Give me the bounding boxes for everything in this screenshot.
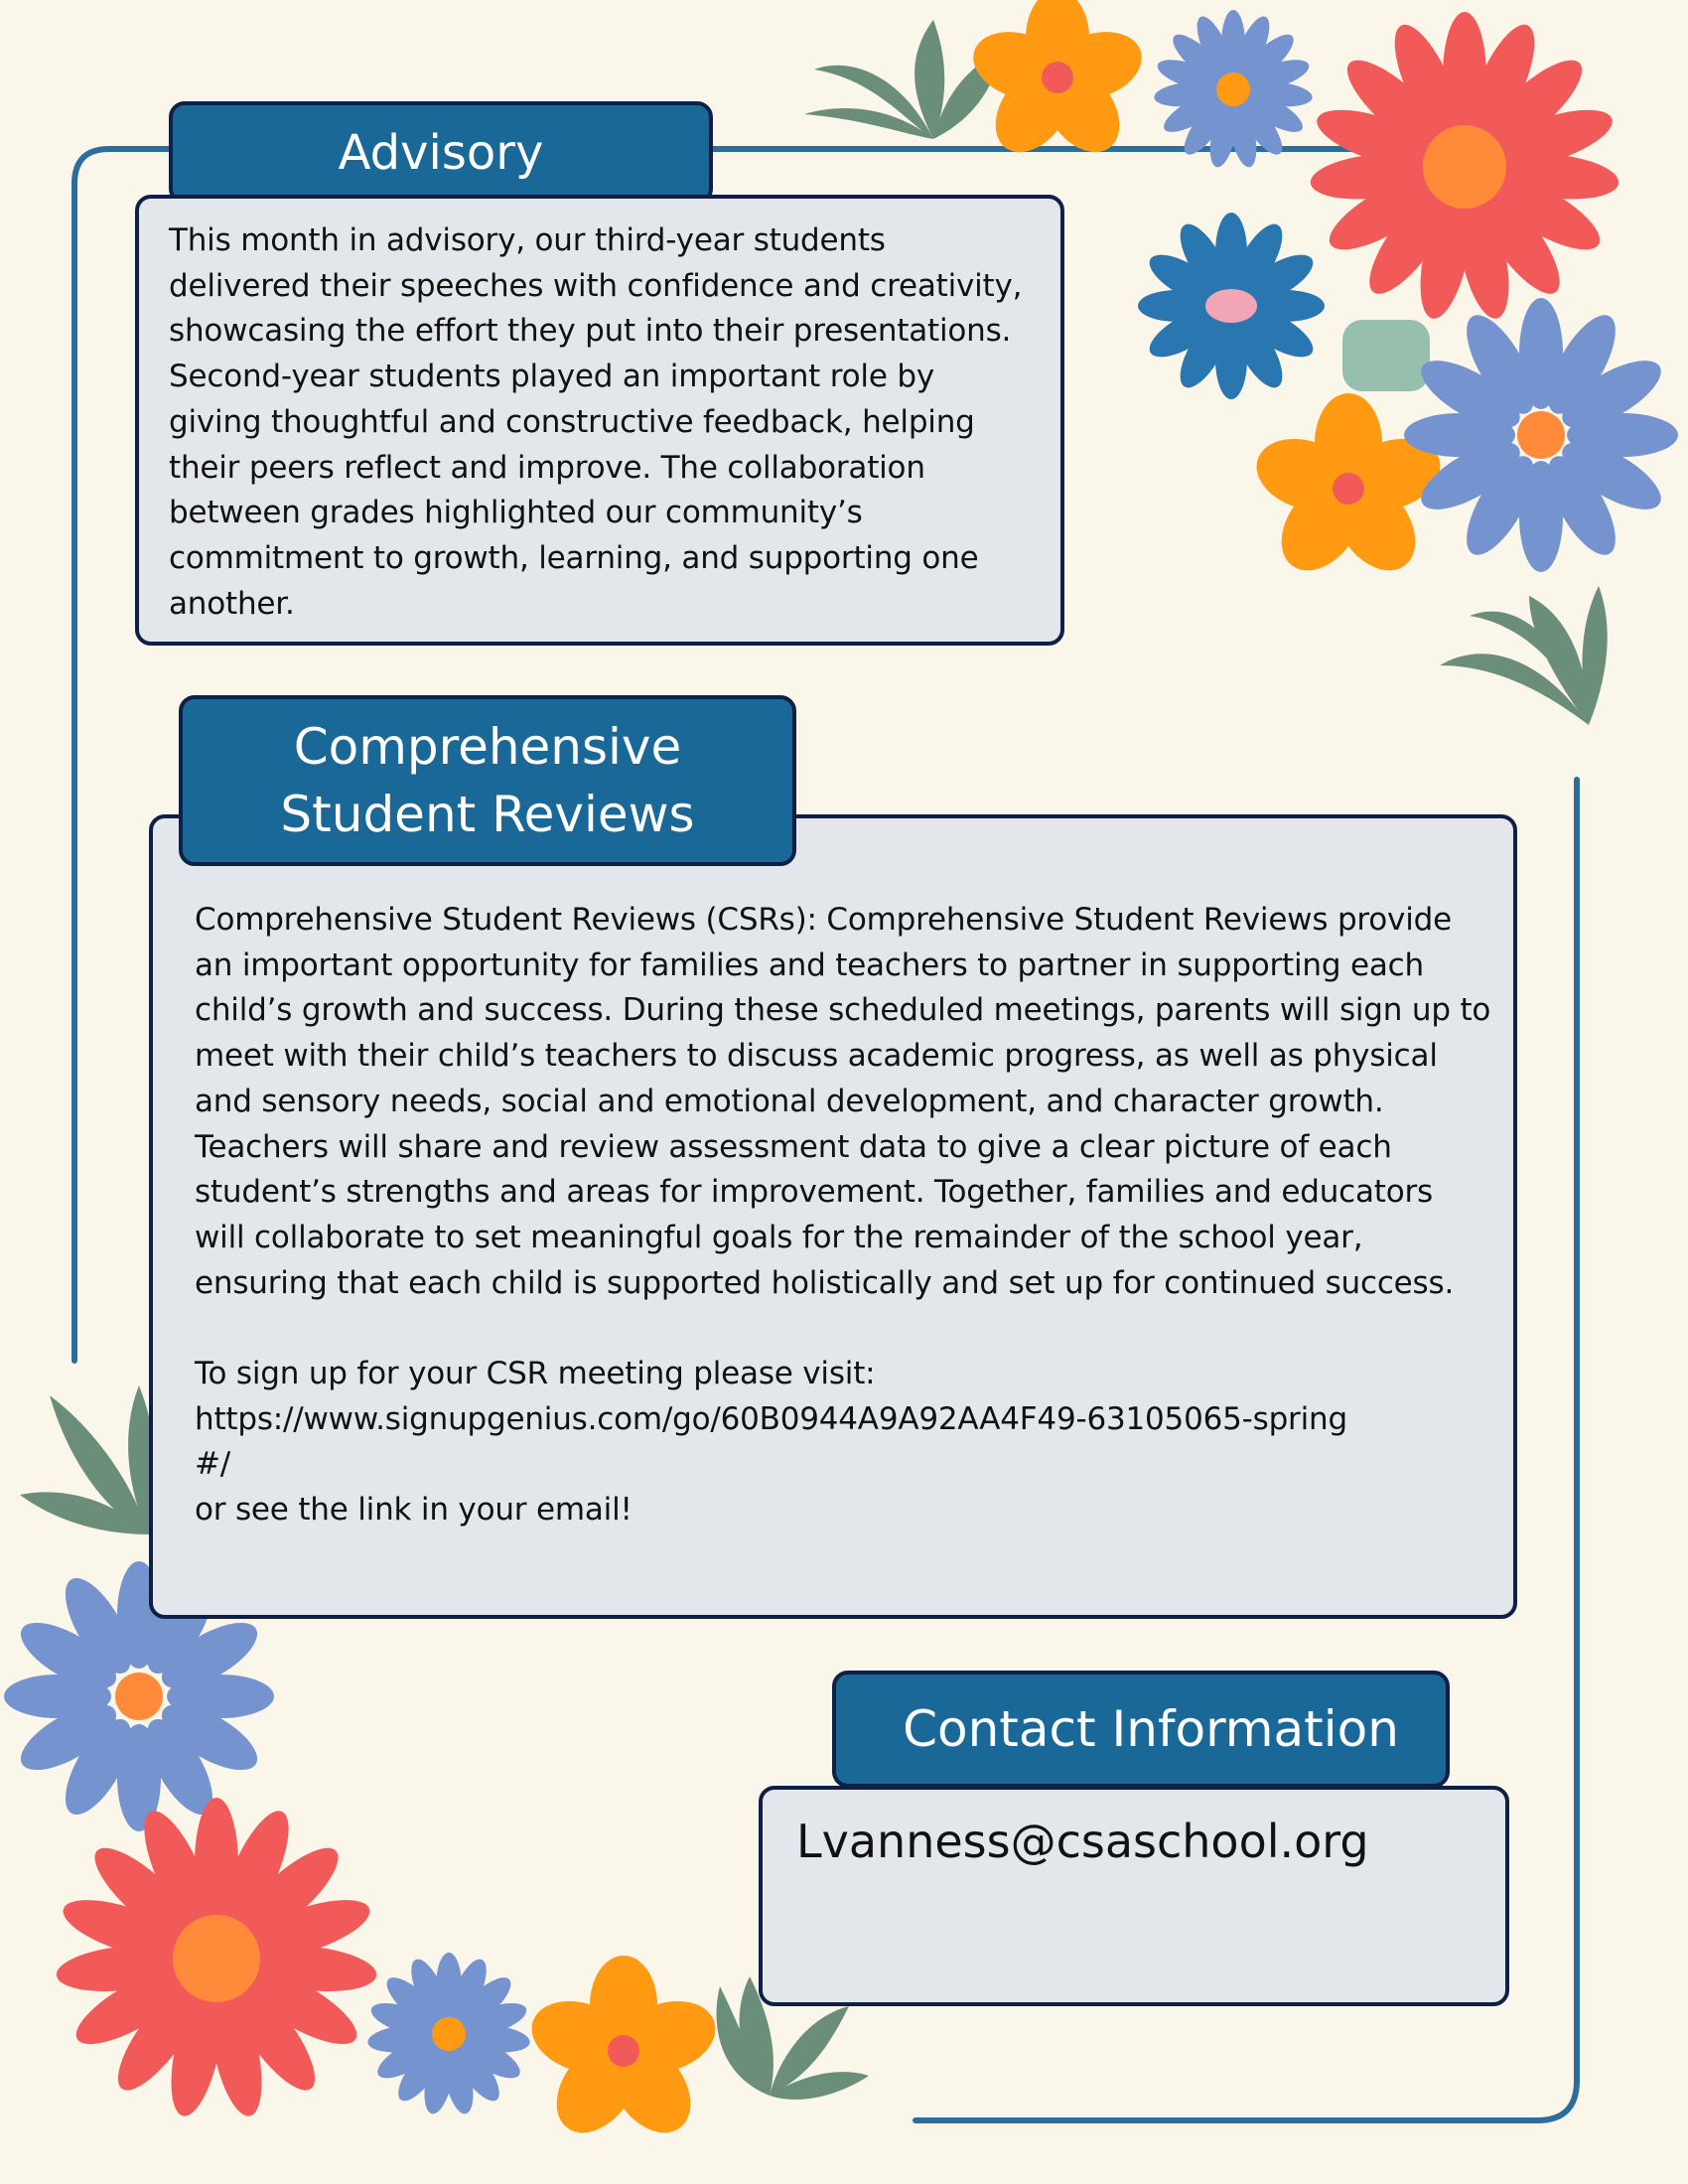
advisory-body: This month in advisory, our third-year students delivered their speeches with confidence and creativity, showcasing the effort they put into their presentations. Second-year students played an important role by giving thoughtful and constructive feedback, helping their peers reflect and improve. The collaboration between grades highlighted our community’s commitment to growth, learning, and supporting one another. xyxy=(169,222,1023,622)
square-shape-icon xyxy=(1342,320,1430,391)
spacer xyxy=(195,1306,1491,1352)
contact-email[interactable]: Lvanness@csaschool.org xyxy=(796,1815,1369,1868)
leaf-icon xyxy=(1440,586,1608,725)
blue-daisy-icon xyxy=(1404,298,1678,572)
darkblue-daisy-icon xyxy=(1138,213,1325,399)
contact-header xyxy=(832,1671,1450,1788)
csr-title-line2: Student Reviews xyxy=(280,786,695,843)
advisory-box xyxy=(135,195,1064,646)
blue-daisy-icon xyxy=(366,1953,531,2116)
csr-title-line1: Comprehensive xyxy=(293,718,682,776)
contact-title: Contact Information xyxy=(903,1700,1399,1758)
csr-box xyxy=(149,814,1517,1619)
contact-box xyxy=(759,1786,1509,2006)
leaf-icon xyxy=(804,20,1003,139)
csr-header xyxy=(179,695,796,866)
advisory-title: Advisory xyxy=(338,125,544,181)
csr-body: Comprehensive Student Reviews (CSRs): Comprehensive Student Reviews provide an important opportunity for families and teachers to partner in supporting each child’s growth and success. During these scheduled meetings, parents will sign up to meet with their child’s teachers to discuss academic progress, as well as physical and sensory needs, social and emotional development, and character growth. Teachers will share and review assessment data to give a clear picture of each student’s strengths and areas for improvement. Together, families and educators will collaborate to set meaningful goals for the remainder of the school year, ensuring that each child is supported holistically and set up for continued success. xyxy=(195,902,1491,1301)
orange-flower-icon xyxy=(964,0,1150,167)
csr-signup-outro: or see the link in your email! xyxy=(195,1492,633,1529)
advisory-header xyxy=(169,101,713,205)
csr-signup-intro: To sign up for your CSR meeting please visit: xyxy=(195,1356,876,1392)
blue-daisy-icon xyxy=(1153,10,1314,170)
orange-flower-icon xyxy=(522,1956,725,2148)
csr-signup-link[interactable]: https://www.signupgenius.com/go/60B0944A9A92AA4F49-63105065-spring#/ xyxy=(195,1400,1347,1483)
red-daisy-icon xyxy=(1309,12,1621,323)
red-daisy-icon xyxy=(55,1798,379,2120)
